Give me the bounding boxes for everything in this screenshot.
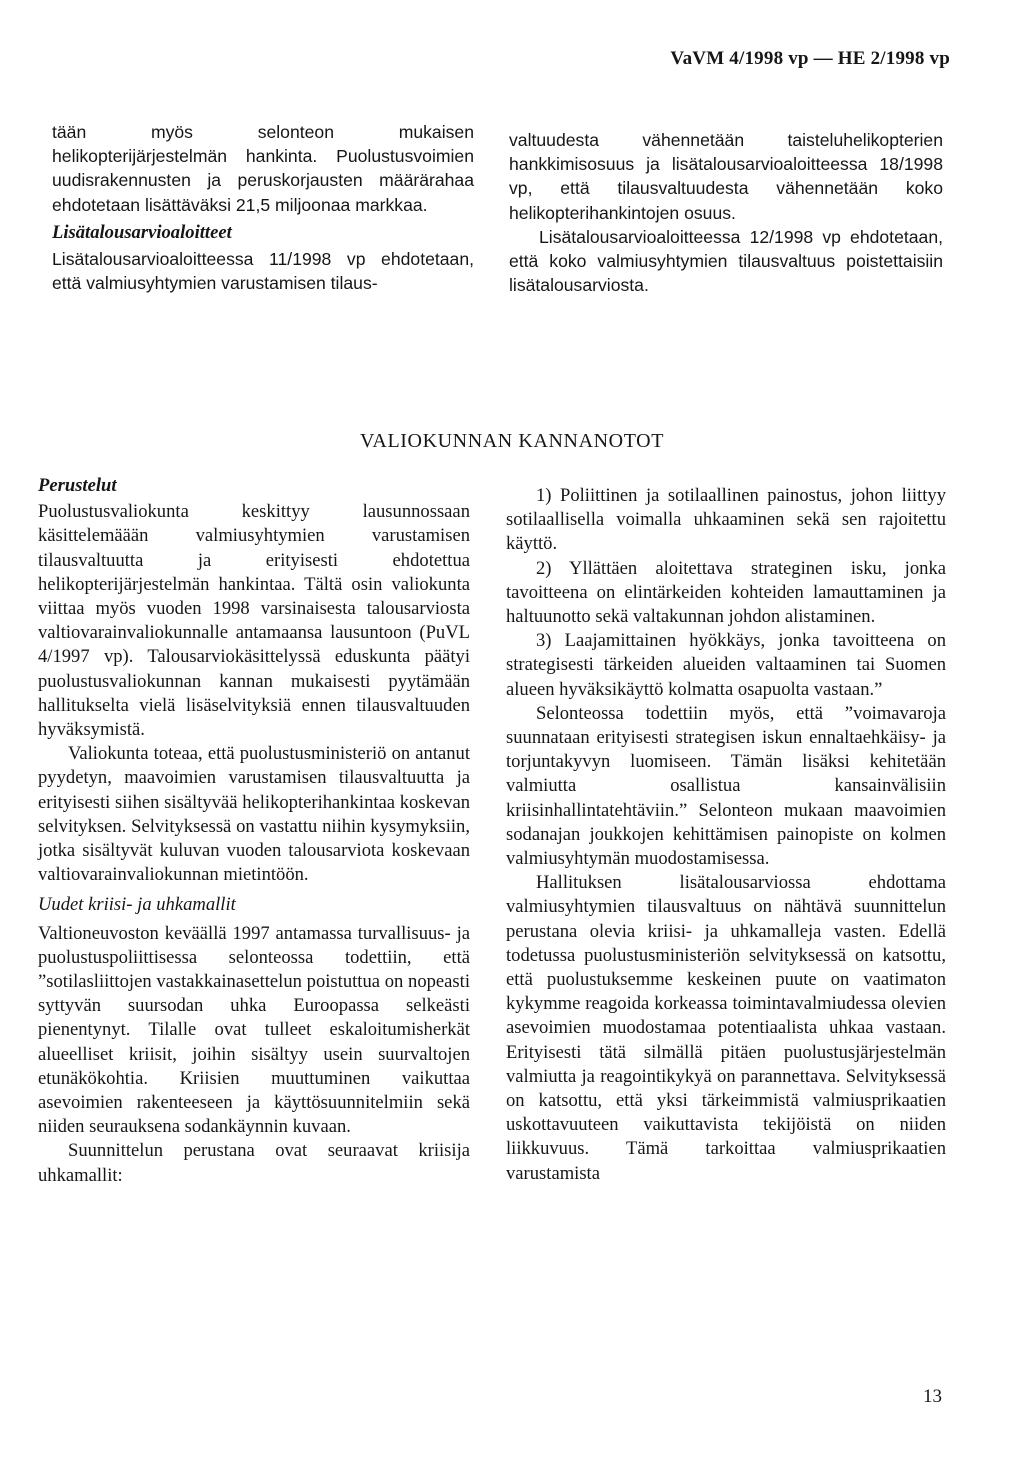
paragraph: Lisätalousarvioaloitteessa 12/1998 vp ehdotetaan, että koko valmiusyhtymien tilausvaltuus poistettaisiin lisätalousarviosta. — [509, 226, 943, 296]
bottom-left-column — [38, 470, 470, 1188]
section-heading: VALIOKUNNAN KANNANOTOT — [359, 430, 665, 452]
paragraph: Valtioneuvoston keväällä 1997 antamassa turvallisuus- ja puolustuspoliittisessa selonteossa todettiin, että ”sotilasliittojen vastakkainasettelun poistuttua on nopeasti syttyvän suursodan uhka Euroopassa selkeästi pienentynyt. Tilalle ovat tulleet eskaloitumisherkät alueelliset kriisit, joihin sisältyy usein suurvaltojen etunäkökohtia. Kriisien muuttuminen vaikuttaa asevoimien rakenteeseen ja käyttösuunnitelmiin sekä niiden seurauksena sodankäynnin kuvaan. — [38, 922, 470, 1138]
paragraph: valtuudesta vähennetään taisteluhelikopterien hankkimisosuus ja lisätalousarvioaloitteessa 18/1998 vp, että tilausvaltuudesta vähennetään koko helikopterihankintojen osuus. — [509, 130, 943, 223]
section-subheading: Perustelut — [38, 475, 117, 496]
top-right-column — [509, 128, 943, 297]
paragraph: Lisätalousarvioaloitteessa 11/1998 vp ehdotetaan, että valmiusyhtymien varustamisen tilaus- — [52, 249, 474, 294]
paragraph: Suunnittelun perustana ovat seuraavat kriisija uhkamallit: — [38, 1140, 470, 1186]
paragraph: tään myös selonteon mukaisen helikopterijärjestelmän hankinta. Puolustusvoimien uudisrakennusten ja peruskorjausten määrärahaa ehdotetaan lisättäväksi 21,5 miljoonaa markkaa. — [52, 122, 474, 215]
paragraph: Puolustusvaliokunta keskittyy lausunnossaan käsittelemäään valmiusyhtymien varustamisen tilausvaltuutta ja erityisesti ehdotettua helikopterijärjestelmän hankintaa. Tältä osin valiokunta viittaa myös vuoden 1998 varsinaisesta talousarviosta valtiovarainvaliokunnalle antamaansa lausuntoon (PuVL 4/1997 vp). Talousarviokäsittelyssä eduskunta päätyi puolustusvaliokunnan kannan mukaisesti pyytämään hallitukselta vielä lisäselvityksiä ennen tilausvaltuuden hyväksymistä. — [38, 501, 470, 741]
section-subheading: Uudet kriisi- ja uhkamallit — [38, 894, 236, 916]
top-left-column — [52, 120, 474, 295]
page-number: 13 — [923, 1386, 942, 1407]
list-item: 2) Yllättäen aloitettava strateginen isku, jonka tavoitteena on elintärkeiden kohteiden lamauttaminen ja haltuunotto sekä valtakunnan johdon alistaminen. — [506, 557, 946, 628]
paragraph: Valiokunta toteaa, että puolustusministeriö on antanut pyydetyn, maavoimien varustamisen tilausvaltuutta ja erityisesti siihen sisältyvää helikopterihankintaa koskevan selvityksen. Selvityksessä on vastattu niihin kysymyksiin, jotka sisältyvät kuluvan vuoden talousarviota koskevaan valtiovarainvaliokunnan mietintöön. — [38, 743, 470, 886]
paragraph: Hallituksen lisätalousarviossa ehdottama valmiusyhtymien tilausvaltuus on nähtävä suunnittelun perustana olevia kriisi- ja uhkamalleja vasten. Edellä todetussa puolustusministeriön selvityksessä on katsottu, että puolustuksemme keskeinen puute on vaatimaton kykymme reagoida korkeassa toimintavalmiudessa olevien asevoimien muodostamaa potentiaalista uhkaa vastaan. Erityisesti tätä silmällä pitäen puolustusjärjestelmän valmiutta ja reagointikykyä on parannettava. Selvityksessä on katsottu, että yksi tärkeimmistä valmiusprikaatien uskottavuuteen vaikuttavista tekijöistä on niiden liikkuvuus. Tämä tarkoittaa valmiusprikaatien varustamista — [506, 872, 946, 1184]
section-subheading: Lisätalousarvioaloitteet — [52, 221, 232, 243]
paragraph: Selonteossa todettiin myös, että ”voimavaroja suunnataan erityisesti strategisen iskun ennaltaehkäisy- ja torjuntakyvyn luomiseen. Tämän lisäksi kehitetään valmiutta osallistua kansainvälisiin kriisinhallintatehtäviin.” Selonteon mukaan maavoimien sodanajan joukkojen kehittämisen painopiste on kolmen valmiusyhtymän muodostamisessa. — [506, 702, 946, 870]
list-item: 1) Poliittinen ja sotilaallinen painostus, johon liittyy sotilaallisella voimalla uhkaaminen sekä sen rajoitettu käyttö. — [506, 485, 946, 555]
running-header: VaVM 4/1998 vp — HE 2/1998 vp — [670, 48, 950, 69]
list-item: 3) Laajamittainen hyökkäys, jonka tavoitteena on strategisesti tärkeiden alueiden valtaaminen tai Suomen alueen hyväksikäyttö kolmatta osapuolta vastaan.” — [506, 630, 946, 700]
bottom-right-column — [506, 484, 946, 1186]
